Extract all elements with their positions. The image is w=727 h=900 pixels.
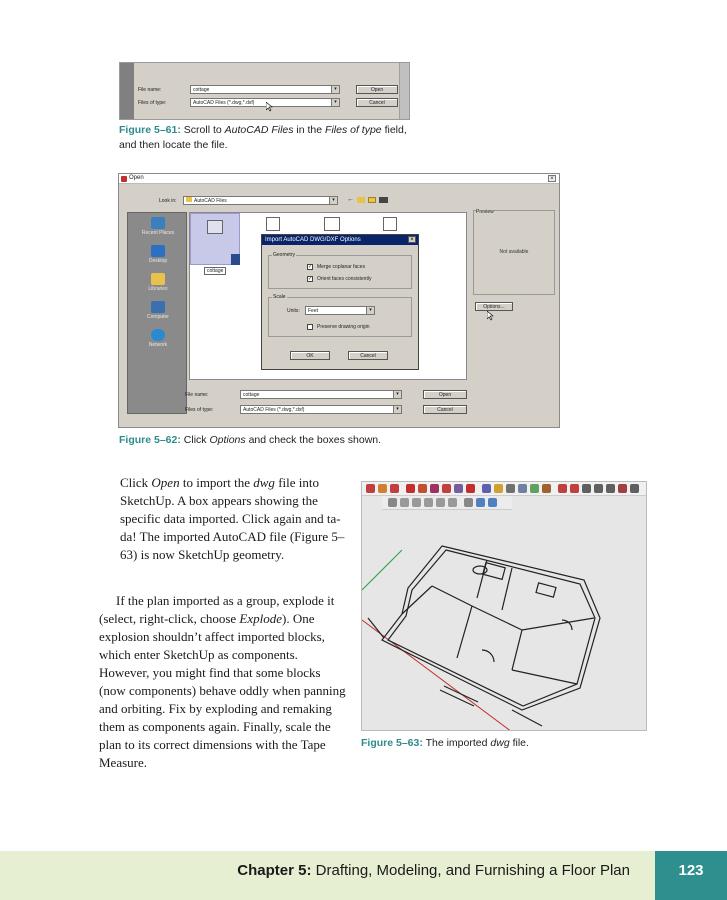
orient-faces-label: Orient faces consistently (317, 276, 372, 282)
text-tool-icon[interactable] (518, 484, 527, 493)
caption-text: and check the boxes shown. (248, 434, 382, 446)
caption-text: in the (296, 124, 323, 136)
file-icon[interactable] (383, 217, 397, 231)
sketchup-views-toolbar (382, 496, 512, 510)
files-of-type-select[interactable] (190, 98, 340, 107)
files-of-type-label: Files of type: (138, 100, 167, 106)
file-item-label[interactable]: cottage (204, 267, 226, 275)
open-button[interactable]: Open (356, 85, 398, 94)
files-of-type-label: Files of type: (185, 407, 214, 413)
pencil-tool-icon[interactable] (390, 484, 399, 493)
chevron-down-icon[interactable]: ▾ (331, 86, 339, 93)
figure-5-62-screenshot (118, 173, 560, 428)
figure-5-62-caption (119, 433, 539, 448)
file-name-input[interactable] (240, 390, 402, 399)
caption-emphasis: Options (209, 434, 246, 446)
merge-faces-checkbox[interactable]: ✓ (308, 264, 313, 270)
caption-number: Figure 5–62: (119, 434, 181, 446)
units-label: Units: (287, 308, 300, 314)
chevron-down-icon[interactable]: ▾ (366, 307, 374, 314)
previous-view-icon[interactable] (618, 484, 627, 493)
select-tool-icon[interactable] (366, 484, 375, 493)
look-in-value: AutoCAD Files (194, 198, 227, 204)
geometry-label: Geometry (273, 252, 295, 258)
sketchup-main-toolbar (362, 482, 646, 496)
protractor-icon[interactable] (494, 484, 503, 493)
file-icon[interactable] (266, 217, 280, 231)
places-bar-edge (120, 63, 134, 119)
open-button[interactable]: Open (423, 390, 467, 399)
back-view-icon[interactable] (436, 498, 445, 507)
preview-panel (473, 210, 555, 295)
push-pull-tool-icon[interactable] (418, 484, 427, 493)
zoom-tool-icon[interactable] (582, 484, 591, 493)
open-window-titlebar (119, 174, 559, 184)
close-icon[interactable]: × (408, 236, 416, 243)
caption-number: Figure 5–63: (361, 737, 423, 749)
page-footer (0, 851, 727, 900)
orbit-tool-icon[interactable] (558, 484, 567, 493)
place-libraries[interactable] (128, 273, 188, 292)
window-edge (399, 63, 409, 119)
scale-tool-icon[interactable] (454, 484, 463, 493)
cancel-button[interactable]: Cancel (356, 98, 398, 107)
tape-measure-icon[interactable] (482, 484, 491, 493)
orient-faces-checkbox[interactable]: ✓ (308, 276, 313, 282)
ok-button[interactable]: OK (290, 351, 330, 360)
place-computer[interactable] (128, 301, 188, 320)
paragraph-1 (120, 474, 345, 564)
dwg-badge-icon (231, 254, 240, 265)
computer-icon (151, 301, 165, 313)
figure-5-63-caption (361, 736, 651, 751)
file-name-value: cottage (193, 87, 210, 93)
options-button[interactable]: Options... (475, 302, 513, 311)
emphasis-run: Explode (239, 611, 283, 626)
preview-label: Preview (476, 209, 494, 215)
files-of-type-value: AutoCAD Files (*.dwg,*.dxf) (243, 407, 305, 413)
preview-text: Not available (499, 249, 529, 255)
move-tool-icon[interactable] (406, 484, 415, 493)
floor-plan-drawing (368, 546, 600, 726)
dwg-file-icon (207, 220, 223, 234)
place-label: Desktop (148, 258, 168, 264)
iso-view-icon[interactable] (388, 498, 397, 507)
section-plane-icon[interactable] (464, 498, 473, 507)
view-menu-icon[interactable] (379, 197, 388, 203)
caption-text: file. (512, 737, 529, 749)
cancel-button[interactable]: Cancel (348, 351, 388, 360)
zoom-window-icon[interactable] (594, 484, 603, 493)
scale-group (268, 294, 412, 337)
import-options-dialog (261, 234, 419, 370)
figure-5-61-screenshot (119, 62, 410, 120)
emphasis-run: Open (151, 475, 180, 490)
place-recent[interactable] (128, 217, 188, 236)
chevron-down-icon[interactable]: ▾ (329, 197, 337, 204)
paragraph-2 (99, 592, 347, 772)
files-of-type-select[interactable] (240, 405, 402, 414)
places-bar (127, 212, 187, 414)
figure-5-63-sketchup-screenshot (361, 481, 647, 731)
back-icon[interactable]: ← (347, 196, 354, 203)
desktop-icon (151, 245, 165, 257)
floor-plan-viewport (362, 510, 647, 731)
chevron-down-icon[interactable]: ▾ (331, 99, 339, 106)
front-view-icon[interactable] (412, 498, 421, 507)
file-item-selected[interactable] (190, 213, 240, 265)
text-run: If the plan imported as a group, explode it (select, right-click, choose (99, 593, 335, 626)
up-folder-icon[interactable] (357, 197, 365, 203)
caption-emphasis: AutoCAD Files (224, 124, 294, 136)
place-desktop[interactable] (128, 245, 188, 264)
paint-bucket-icon[interactable] (542, 484, 551, 493)
text-run: Click (120, 475, 149, 490)
caption-emphasis: dwg (490, 737, 510, 749)
recent-places-icon (151, 217, 165, 229)
app-icon (121, 176, 127, 182)
figure-5-61-caption (119, 123, 419, 153)
place-label: Libraries (148, 286, 168, 292)
page-number: 123 (655, 851, 727, 900)
preserve-origin-checkbox[interactable] (307, 324, 313, 330)
text-run: to import the (182, 475, 251, 490)
rotate-tool-icon[interactable] (430, 484, 439, 493)
text-run: ). One explosion shouldn’t affect imported blocks, which enter SketchUp as components. However, you might find that some blocks (now components) behave oddly when panning and orbiting. Fix by exploding and remaking them as components again. Finally, scale the plan to its correct dimensions with the Tape Measure. (99, 611, 346, 770)
section-cuts-icon[interactable] (488, 498, 497, 507)
network-icon (151, 329, 165, 341)
left-view-icon[interactable] (448, 498, 457, 507)
window-title: Open (129, 175, 144, 181)
pan-tool-icon[interactable] (570, 484, 579, 493)
geometry-group (268, 252, 412, 289)
look-in-label: Look in: (159, 198, 177, 204)
cursor-icon (266, 102, 274, 112)
top-view-icon[interactable] (400, 498, 409, 507)
file-name-label: File name: (185, 392, 209, 398)
file-name-label: File name: (138, 87, 162, 93)
preserve-origin-label: Preserve drawing origin (317, 324, 370, 330)
file-icon[interactable] (324, 217, 340, 231)
chevron-down-icon[interactable]: ▾ (393, 391, 401, 398)
caption-text: field, and then locate the file. (119, 124, 407, 151)
place-label: Recent Places (141, 230, 175, 236)
caption-text: Scroll to (183, 124, 222, 136)
file-name-value: cottage (243, 392, 260, 398)
axes-tool-icon[interactable] (530, 484, 539, 493)
files-of-type-value: AutoCAD Files (*.dwg,*.dxf) (193, 100, 255, 106)
offset-tool-icon[interactable] (466, 484, 475, 493)
chevron-down-icon[interactable]: ▾ (393, 406, 401, 413)
chapter-label: Chapter 5: (237, 862, 312, 879)
display-section-icon[interactable] (476, 498, 485, 507)
emphasis-run: dwg (253, 475, 275, 490)
cursor-icon (487, 311, 495, 321)
look-in-select[interactable] (183, 196, 338, 205)
cancel-button[interactable]: Cancel (423, 405, 467, 414)
zoom-extents-icon[interactable] (606, 484, 615, 493)
text-run: file into SketchUp. A box appears showing the specific data imported. Click again and ta-da! The imported AutoCAD file (Figure 5–63) is now SketchUp geometry. (120, 475, 345, 562)
chapter-title: Drafting, Modeling, and Furnishing a Floor Plan (315, 862, 630, 879)
import-dialog-titlebar (262, 235, 418, 245)
follow-me-tool-icon[interactable] (442, 484, 451, 493)
close-icon[interactable]: × (548, 175, 556, 182)
libraries-icon (151, 273, 165, 285)
scale-label: Scale (273, 294, 286, 300)
new-folder-icon[interactable] (368, 197, 376, 203)
caption-emphasis: Files of type (325, 124, 382, 136)
caption-text: The imported (425, 737, 488, 749)
units-value: Feet (308, 308, 319, 314)
place-label: Computer (147, 314, 169, 320)
place-label: Network (148, 342, 168, 348)
right-view-icon[interactable] (424, 498, 433, 507)
green-axis-line (362, 550, 402, 590)
caption-text: Click (183, 434, 207, 446)
walk-tool-icon[interactable] (630, 484, 639, 493)
merge-faces-label: Merge coplanar faces (317, 264, 366, 270)
dimension-icon[interactable] (506, 484, 515, 493)
caption-number: Figure 5–61: (119, 124, 181, 136)
units-select[interactable] (305, 306, 375, 315)
import-dialog-title: Import AutoCAD DWG/DXF Options (265, 237, 361, 243)
folder-icon (186, 197, 192, 202)
file-name-input[interactable] (190, 85, 340, 94)
chapter-running-head (0, 851, 652, 900)
eraser-tool-icon[interactable] (378, 484, 387, 493)
place-network[interactable] (128, 329, 188, 348)
